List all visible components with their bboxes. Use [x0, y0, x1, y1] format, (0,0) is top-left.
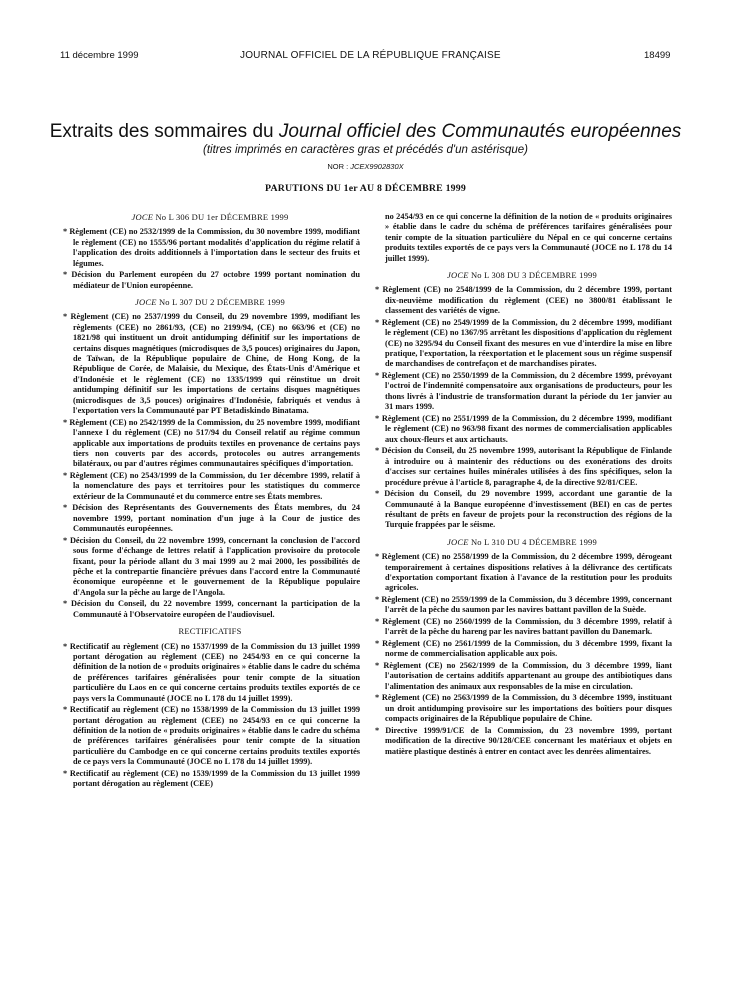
summary-entry: * Directive 1999/91/CE de la Commission, du 23 novembre 1999, portant modification de la directive 90/128/CEE concernant les matériaux et objets en matière plastique destinés à entrer en contact avec les denrées alimentaires. — [375, 725, 672, 756]
nor-value: JCEX9902830X — [350, 162, 404, 171]
nor-reference — [0, 162, 731, 171]
summary-entry: * Règlement (CE) no 2563/1999 de la Commission, du 3 décembre 1999, instituant un droit antidumping provisoire sur les importations des boîtiers pour disques compacts originaires de la République populaire de Chine. — [375, 693, 672, 724]
summary-entry: * Règlement (CE) no 2542/1999 de la Commission, du 25 novembre 1999, modifiant l'annexe I du règlement (CE) no 517/94 du Conseil relatif au régime commun applicable aux importations de produits textiles en provenance de certains pays tiers non couverts par des accords, protocoles ou autres arrangements bilatéraux, ou par d'autres régimes communautaires spécifiques d'importation. — [63, 417, 360, 469]
summary-entry: * Décision des Représentants des Gouvernements des États membres, du 24 novembre 1999, portant nomination d'un juge à la Cour de justice des Communautés européennes. — [63, 503, 360, 534]
summary-entry: * Règlement (CE) no 2558/1999 de la Commission, du 2 décembre 1999, dérogeant temporairement à certaines dispositions relatives à la délivrance des certificats d'exportation comportant fixation à l'avance de la restitution pour les produits agricoles. — [375, 552, 672, 593]
summary-entry: * Règlement (CE) no 2551/1999 de la Commission, du 2 décembre 1999, modifiant le règlement (CE) no 963/98 fixant des normes de commercialisation applicables aux choux-fleurs et aux artichauts. — [375, 413, 672, 444]
summary-entry: * Règlement (CE) no 2532/1999 de la Commission, du 30 novembre 1999, modifiant le règlement (CE) no 1555/96 portant modalités d'application du régime relatif à l'application des droits additionnels à l'importation dans le secteur des fruits et légumes. — [63, 227, 360, 268]
header-journal: JOURNAL OFFICIEL DE LA RÉPUBLIQUE FRANÇAISE — [240, 50, 501, 61]
summary-entry: * Règlement (CE) no 2561/1999 de la Commission, du 3 décembre 1999, fixant la norme de commercialisation applicable aux pois. — [375, 638, 672, 659]
page-header — [0, 50, 731, 64]
parutions-heading: PARUTIONS DU 1er AU 8 DÉCEMBRE 1999 — [265, 183, 466, 194]
summary-entry: * Règlement (CE) no 2537/1999 du Conseil, du 29 novembre 1999, modifiant les règlements (CEE) no 2861/93, (CE) no 2199/94, (CE) no 663/96 et (CE) no 1821/98 qui instituent un droit antidumping définitif sur les importations de certains disques magnétiques (microdisques de 3,5 pouces) originaires du Japon, de Taïwan, de la République populaire de Chine, de Hong Kong, de la République de Corée, de Malaisie, du Mexique, des États-Unis d'Amérique et d'Indonésie et le règlement (CE) no 1335/1999 qui réinstitue un droit antidumping définitif sur les importations de certains disques magnétiques (microdisques de 3,5 pouces) originaires d'Indonésie, fabriqués et vendus à l'exportation vers la Communauté par PT Betadiskindo Binatama. — [63, 312, 360, 416]
left-column — [60, 212, 360, 791]
rectificatif-continuation: no 2454/93 en ce qui concerne la définition de la notion de « produits originaires » établie dans le cadre du schéma de préférences tarifaires généralisées pour tenir compte de la situation particulière du Népal en ce qui concerne certains produits textiles exportés de ce pays vers la Communauté (JOCE no L 178 du 14 juillet 1999). — [385, 212, 672, 263]
nor-label: NOR : — [327, 162, 351, 171]
page-title — [0, 121, 731, 143]
section-heading: JOCE No L 308 DU 3 DÉCEMBRE 1999 — [447, 270, 597, 281]
page-subtitle: (titres imprimés en caractères gras et précédés d'un astérisque) — [203, 144, 528, 156]
header-page-number: 18499 — [644, 50, 671, 61]
summary-entry: * Décision du Conseil, du 25 novembre 1999, autorisant la République de Finlande à introduire ou à maintenir des réductions ou des exonérations des droits d'accises sur certaines huiles minérales utilisées à des fins spécifiques, selon la procédure prévue à l'article 8, paragraphe 4, de la directive 92/81/CEE. — [375, 446, 672, 487]
section-heading: JOCE No L 307 DU 2 DÉCEMBRE 1999 — [135, 297, 285, 308]
rectificatifs-heading: RECTIFICATIFS — [178, 626, 242, 637]
summary-entry: * Décision du Conseil, du 22 novembre 1999, concernant la participation de la Communauté à l'Observatoire européen de l'audiovisuel. — [63, 599, 360, 619]
title-part-1: Extraits des sommaires du — [49, 121, 279, 142]
rectificatif-entry: * Rectificatif au règlement (CE) no 1539/1999 de la Commission du 13 juillet 1999 portant dérogation au règlement (CEE) — [63, 768, 360, 789]
header-date: 11 décembre 1999 — [60, 50, 139, 61]
right-column — [372, 212, 672, 758]
rectificatif-entry: * Rectificatif au règlement (CE) no 1538/1999 de la Commission du 13 juillet 1999 portant dérogation au règlement (CEE) no 2454/93 en ce qui concerne la définition de la notion de « produits originaires » établie dans le cadre du schéma de préférences tarifaires généralisées pour tenir compte de la situation particulière du Cambodge en ce qui concerne certains produits textiles exportés de ce pays vers la Communauté (JOCE no L 178 du 14 juillet 1999). — [63, 705, 360, 767]
summary-entry: * Règlement (CE) no 2549/1999 de la Commission, du 2 décembre 1999, modifiant le règlement (CE) no 1367/95 arrêtant les dispositions d'application du règlement (CE) no 3295/94 du Conseil fixant des mesures en vue d'interdire la mise en libre pratique, l'exportation, la réexportation et le placement sous un régime suspensif de marchandises de contrefaçon et de marchandises pirates. — [375, 317, 672, 369]
summary-entry: * Règlement (CE) no 2559/1999 de la Commission, du 3 décembre 1999, concernant l'arrêt de la pêche du saumon par les navires battant pavillon de la Suède. — [375, 594, 672, 615]
section-heading: JOCE No L 310 DU 4 DÉCEMBRE 1999 — [447, 536, 597, 547]
title-part-2: Journal officiel des Communautés européennes — [278, 121, 682, 142]
summary-entry: * Décision du Conseil, du 22 novembre 1999, concernant la conclusion de l'accord sous forme d'échange de lettres relatif à l'application provisoire du protocole fixant, pour la période allant du 3 mai 1999 au 2 mai 2000, les possibilités de pêche et la contrepartie financière prévues dans l'accord entre la Communauté économique européenne et le gouvernement de la République populaire d'Angola sur la pêche au large de l'Angola. — [63, 535, 360, 597]
summary-entry: * Règlement (CE) no 2550/1999 de la Commission, du 2 décembre 1999, prévoyant l'octroi de l'indemnité compensatoire aux organisations de producteurs, pour les thons livrés à l'industrie de transformation durant la période du 1er janvier au 31 mars 1999. — [375, 371, 672, 412]
summary-entry: * Règlement (CE) no 2562/1999 de la Commission, du 3 décembre 1999, liant l'autorisation de certains additifs appartenant au groupe des antibiotiques dans l'alimentation des animaux aux responsables de la mise en circulation. — [375, 660, 672, 691]
summary-entry: * Décision du Conseil, du 29 novembre 1999, accordant une garantie de la Communauté à la Banque européenne d'investissement (BEI) en cas de pertes résultant de prêts en faveur de projets pour la reconstruction des régions de la Turquie frappées par le séisme. — [375, 489, 672, 530]
rectificatif-entry: * Rectificatif au règlement (CE) no 1537/1999 de la Commission du 13 juillet 1999 portant dérogation au règlement (CEE) no 2454/93 en ce qui concerne la définition de la notion de « produits originaires » établie dans le cadre du schéma de préférences tarifaires généralisées pour tenir compte de la situation particulière du Laos en ce qui concerne certains produits textiles exportés de ce pays vers la Communauté (JOCE no L 178 du 14 juillet 1999). — [63, 641, 360, 703]
summary-entry: * Décision du Parlement européen du 27 octobre 1999 portant nomination du médiateur de l'Union européenne. — [63, 270, 360, 290]
section-heading: JOCE No L 306 DU 1er DÉCEMBRE 1999 — [131, 212, 289, 222]
summary-entry: * Règlement (CE) no 2548/1999 de la Commission, du 2 décembre 1999, portant dix-neuvième modification du règlement (CEE) no 3800/81 établissant le classement des variétés de vigne. — [375, 285, 672, 316]
summary-entry: * Règlement (CE) no 2543/1999 de la Commission, du 1er décembre 1999, relatif à la nomenclature des pays et territoires pour les statistiques du commerce extérieur de la Communauté et du commerce entre ses États membres. — [63, 470, 360, 501]
summary-entry: * Règlement (CE) no 2560/1999 de la Commission, du 3 décembre 1999, relatif à l'arrêt de la pêche du hareng par les navires battant pavillon du Danemark. — [375, 616, 672, 637]
